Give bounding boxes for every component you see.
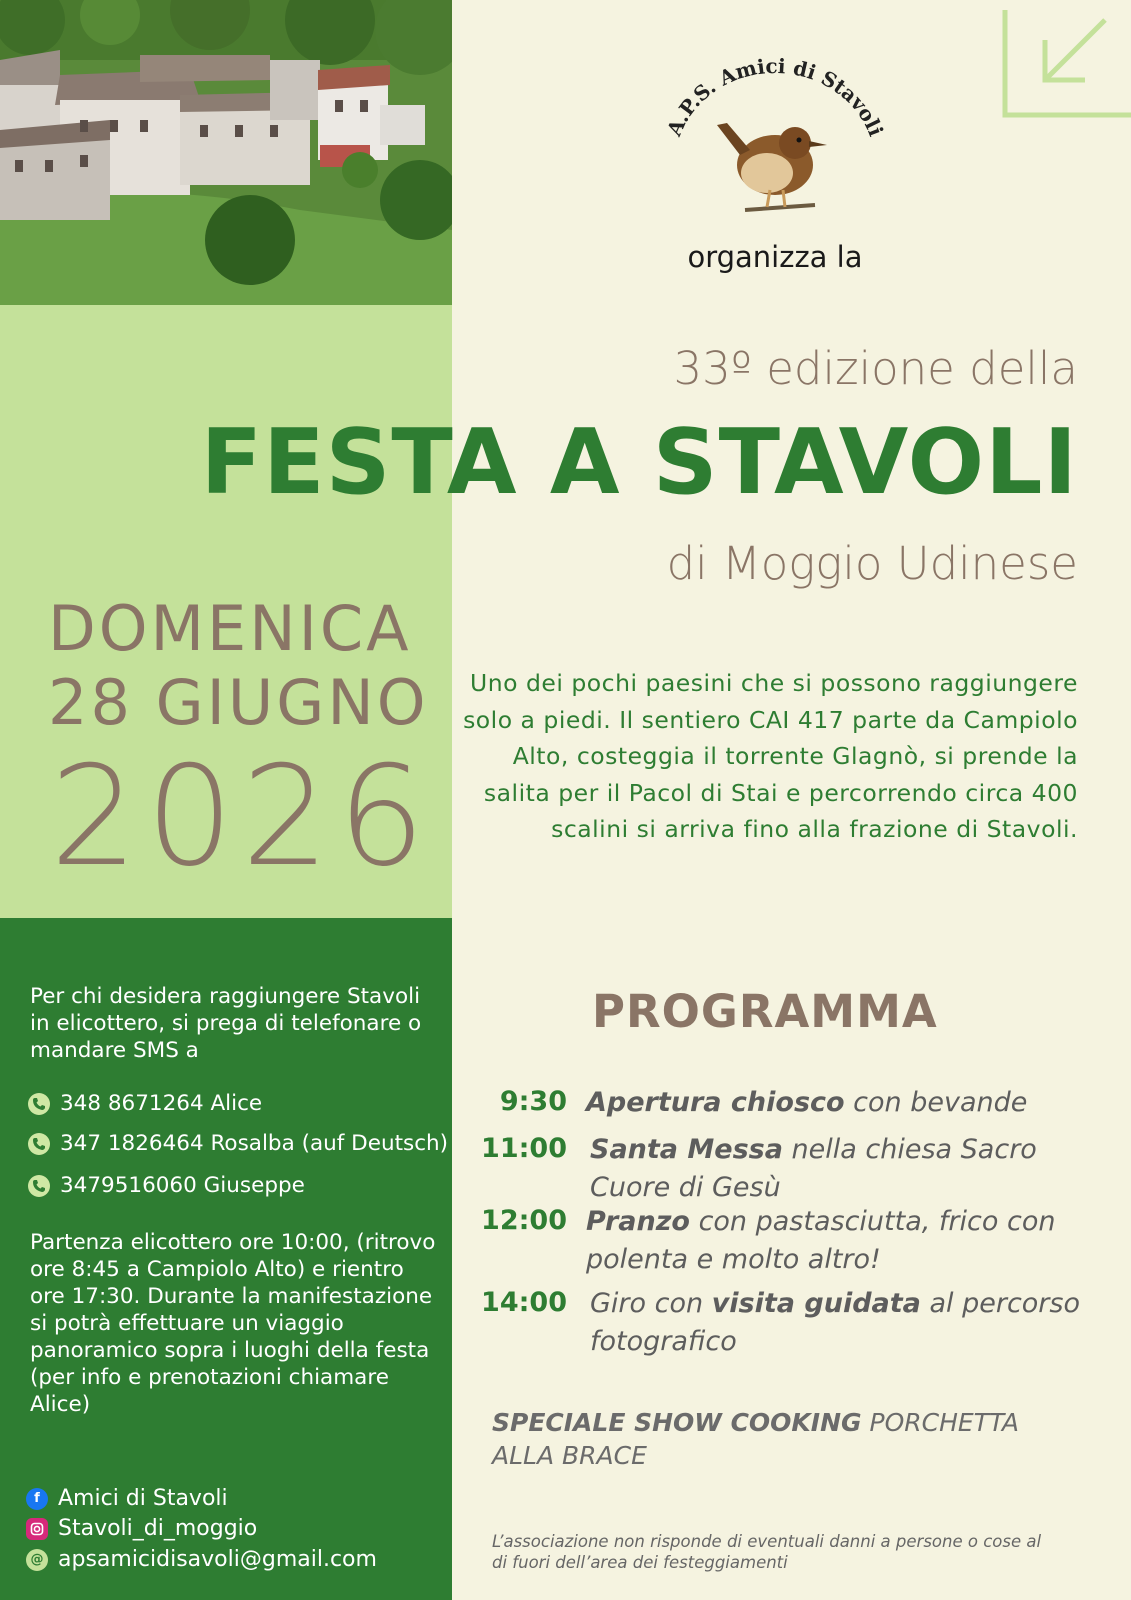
phone-icon — [28, 1175, 50, 1197]
leaf-icon — [985, 0, 1131, 130]
edition-text: 33º edizione della — [673, 342, 1078, 395]
schedule-description: Apertura chiosco con bevande — [586, 1087, 1028, 1118]
special-event: SPECIALE SHOW COOKING PORCHETTA ALLA BRACE — [492, 1408, 1020, 1470]
village-photo — [0, 0, 452, 305]
date-weekday: DOMENICA — [48, 592, 412, 665]
instagram-link[interactable] — [26, 1516, 257, 1541]
email-label: apsamicidisavoli@gmail.com — [58, 1547, 377, 1572]
date-year: 2026 — [50, 736, 434, 897]
facebook-link[interactable] — [26, 1486, 228, 1511]
schedule-description: Santa Messa nella chiesa Sacro Cuore di Gesù — [590, 1134, 1037, 1203]
event-subtitle: di Moggio Udinese — [666, 537, 1078, 590]
facebook-icon: f — [26, 1488, 48, 1510]
facebook-label: Amici di Stavoli — [58, 1486, 228, 1511]
helicopter-intro: Per chi desidera raggiungere Stavoli in elicottero, si prega di telefonare o mandare SMS a — [30, 984, 422, 1063]
phone-contact[interactable] — [28, 1130, 448, 1157]
instagram-label: Stavoli_di_moggio — [58, 1516, 258, 1541]
phone-label: 347 1826464 Rosalba (auf Deutsch) — [60, 1131, 449, 1156]
email-link[interactable] — [26, 1547, 377, 1572]
event-description: Uno dei pochi paesini che si possono raggiungere solo a piedi. Il sentiero CAI 417 parte da Campiolo Alto, costeggia il torrente Glagnò, si prende la salita per il Pacol di Stai e percorrendo circa 400 scalini si arriva fino alla frazione di Stavoli. — [463, 669, 1078, 843]
logo-arc-text: A.P.S. Amici di Stavoli — [661, 55, 889, 140]
schedule-time: 14:00 — [481, 1287, 567, 1318]
organizza-text: organizza la — [687, 240, 863, 274]
helicopter-info: Partenza elicottero ore 10:00, (ritrovo ore 8:45 a Campiolo Alto) e rientro ore 17:30. Durante la manifestazione si potrà effettuare un viaggio panoramico sopra i luoghi della festa (per info e prenotazioni chiamare Alice) — [30, 1230, 436, 1417]
instagram-icon — [26, 1518, 48, 1540]
disclaimer-text: L’associazione non risponde di eventuali danni a persone o cose al di fuori dell’area dei festeggiamenti — [492, 1532, 1042, 1572]
wren-bird-icon — [717, 123, 827, 210]
schedule-description: Giro con visita guidata al percorso fotografico — [590, 1288, 1080, 1357]
at-icon: @ — [26, 1549, 48, 1571]
phone-icon — [28, 1133, 50, 1155]
programma-heading: PROGRAMMA — [592, 985, 938, 1038]
phone-contact[interactable] — [28, 1090, 262, 1117]
phone-label: 3479516060 Giuseppe — [60, 1173, 305, 1198]
association-logo — [655, 55, 895, 235]
schedule-time: 11:00 — [481, 1133, 567, 1164]
phone-label: 348 8671264 Alice — [60, 1091, 263, 1116]
phone-contact[interactable] — [28, 1172, 305, 1199]
date-day: 28 GIUGNO — [48, 666, 429, 739]
schedule-time: 12:00 — [481, 1205, 567, 1236]
event-title: FESTA A STAVOLI — [200, 410, 1078, 515]
phone-icon — [28, 1093, 50, 1115]
svg-text:A.P.S. Amici di Stavoli — [661, 55, 888, 140]
schedule-time: 9:30 — [499, 1086, 567, 1117]
schedule-description: Pranzo con pastasciutta, frico con polenta e molto altro! — [586, 1206, 1056, 1275]
